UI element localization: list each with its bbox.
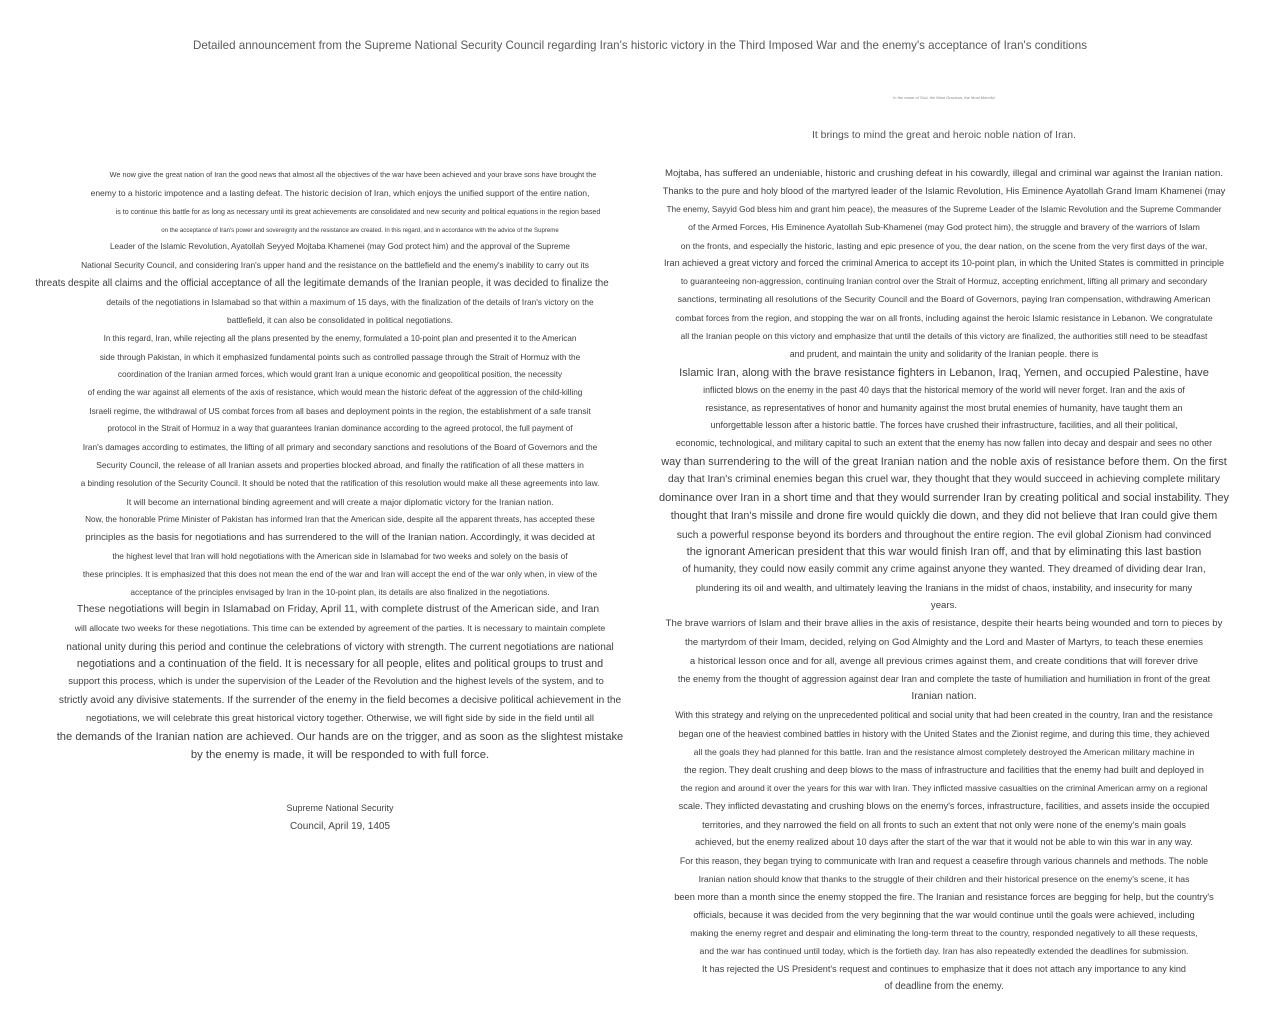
right-paragraph-line: the ignorant American president that this war would finish Iran off, and that by eliminating this last bastion <box>686 546 1202 558</box>
right-paragraph-line: inflicted blows on the enemy in the past 40 days that the historical memory of the world will never forget. Iran and the axis of <box>703 385 1185 395</box>
left-paragraph-line: battlefield, it can also be consolidated in political negotiations. <box>226 315 453 325</box>
left-paragraph-line: details of the negotiations in Islamabad so that within a maximum of 15 days, with the finalization of the details of Iran's victory on the <box>106 297 594 307</box>
left-paragraph-line: These negotiations will begin in Islamabad on Friday, April 11, with complete distrust of the American side, and Iran <box>76 604 600 615</box>
right-paragraph-line: territories, and they narrowed the field on all fronts to such an extent that not only were none of the enemy's main goals <box>702 820 1186 830</box>
right-paragraph-line: day that Iran's criminal enemies began this cruel war, they thought that they would succeed in achieving complete military <box>668 474 1220 485</box>
left-paragraph-line: the highest level that Iran will hold negotiations with the American side in Islamabad for two weeks and solely on the basis of <box>112 551 568 561</box>
right-paragraph-line: scale. They inflicted devastating and crushing blows on the enemy's forces, infrastructure, facilities, and assets inside the occupied <box>678 801 1210 811</box>
right-paragraph-line: unforgettable lesson after a historic battle. The forces have crushed their infrastructure, facilities, and all their political, <box>710 420 1178 430</box>
left-paragraph-line: In this regard, Iran, while rejecting all the plans presented by the enemy, formulated a 10-point plan and presented it to the American <box>103 334 577 343</box>
left-paragraph-line: national unity during this period and continue the celebrations of victory with strength. The current negotiations are national <box>66 642 614 653</box>
left-paragraph-line: support this process, which is under the supervision of the Leader of the Revolution and the highest levels of the system, and to <box>68 676 604 687</box>
right-paragraph-line: a historical lesson once and for all, avenge all previous crimes against them, and create conditions that will forever drive <box>689 656 1199 667</box>
left-paragraph-line: Security Council, the release of all Iranian assets and properties blocked abroad, and finally the ratification of all these matters in <box>96 460 584 470</box>
right-paragraph-line: sanctions, terminating all resolutions of the Security Council and the Board of Governors, paying Iran compensation, withdrawing American <box>677 294 1211 304</box>
left-paragraph-line: strictly avoid any divisive statements. If the surrender of the enemy in the field becomes a decisive political achievement in the <box>58 695 622 706</box>
left-paragraph-line: negotiations, we will celebrate this great historical victory together. Otherwise, we will fight side by side in the field until all <box>86 713 594 724</box>
right-paragraph-line: of deadline from the enemy. <box>884 981 1004 992</box>
right-paragraph-line: Thanks to the pure and holy blood of the martyred leader of the Islamic Revolution, His Eminence Ayatollah Grand Imam Khamenei (may <box>662 186 1226 196</box>
right-paragraph-line: on the fronts, and especially the historic, lasting and epic presence of you, the dear nation, on the scene from the very first days of the war, <box>680 241 1208 251</box>
right-paragraph-line: such a powerful response beyond its borders and throughout the entire region. The evil global Zionism had convinced <box>676 530 1212 541</box>
signature-line-2: Council, April 19, 1405 <box>289 821 391 832</box>
left-paragraph-line: of ending the war against all elements of the axis of resistance, which would mean the historic defeat of the aggression of the child-killing <box>87 388 583 397</box>
right-paragraph-line: of the Armed Forces, His Eminence Ayatollah Sub-Khamenei (may God protect him), the struggle and bravery of the warriors of Islam <box>688 222 1200 232</box>
left-paragraph-line: principles as the basis for negotiations and has surrendered to the will of the Iranian nation. Accordingly, it was decided at <box>85 532 595 543</box>
left-paragraph-line: It will become an international binding agreement and will create a major diplomatic victory for the Iranian nation. <box>126 497 554 507</box>
right-paragraph-line: the martyrdom of their Imam, decided, relying on God Almighty and the Lord and Master of Martyrs, to teach these enemies <box>684 637 1203 648</box>
right-paragraph-line: and the war has continued until today, which is the fortieth day. Iran has also repeatedly extended the deadlines for submission. <box>699 946 1189 956</box>
right-paragraph-line: Iranian nation should know that thanks to the struggle of their children and their historical presence on the enemy's scene, it has <box>698 874 1190 884</box>
right-header-tiny-line: In the name of God, the Most Gracious, the Most Merciful <box>893 95 995 100</box>
left-paragraph-line: Israeli regime, the withdrawal of US combat forces from all bases and deployment points in the region, the establishment of a safe transit <box>89 406 591 416</box>
left-paragraph-line: protocol in the Strait of Hormuz in a way that guarantees Iranian dominance according to the agreed protocol, the full payment of <box>107 424 573 433</box>
right-paragraph-line: thought that Iran's missile and drone fire would quickly die down, and they did not believe that Iran could give them <box>670 510 1218 522</box>
right-paragraph-line: of humanity, they could now easily commit any crime against anyone they wanted. They dreamed of dividing dear Iran, <box>682 564 1206 575</box>
left-paragraph-line: is to continue this battle for as long as necessary until its great achievements are consolidated and new security and political equations in the region based <box>115 208 601 216</box>
left-paragraph-line: side through Pakistan, in which it emphasized fundamental points such as controlled passage through the Strait of Hormuz with the <box>99 352 581 362</box>
left-paragraph-line: these principles. It is emphasized that this does not mean the end of the war and Iran will accept the end of the war only when, in view of the <box>82 569 598 579</box>
left-paragraph-line: Now, the honorable Prime Minister of Pakistan has informed Iran that the American side, despite all the apparent threats, has accepted these <box>85 515 595 524</box>
right-paragraph-line: the region. They dealt crushing and deep blows to the mass of infrastructure and facilities that the enemy had built and deployed in <box>684 765 1204 775</box>
right-paragraph-line: For this reason, they began trying to communicate with Iran and request a ceasefire through various channels and methods. The noble <box>679 856 1209 866</box>
right-paragraph-line: way than surrendering to the will of the great Iranian nation and the noble axis of resistance before them. On the first <box>661 456 1227 468</box>
left-paragraph-line: We now give the great nation of Iran the good news that almost all the objectives of the war have been achieved and your brave sons have brought the <box>109 170 597 179</box>
right-paragraph-line: It has rejected the US President's request and continues to emphasize that it does not attach any importance to any kind <box>702 964 1186 974</box>
left-paragraph-line: threats despite all claims and the official acceptance of all the legitimate demands of the Iranian people, it was decided to finalize the <box>35 278 609 289</box>
right-paragraph-line: to guaranteeing non-aggression, continuing Iranian control over the Strait of Hormuz, accepting enrichment, lifting all primary and secondary <box>680 276 1208 286</box>
right-paragraph-line: Mojtaba, has suffered an undeniable, historic and crushing defeat in his cowardly, illegal and criminal war against the Iranian nation. <box>664 168 1223 179</box>
left-paragraph-line: negotiations and a continuation of the field. It is necessary for all people, elites and political groups to trust and <box>76 658 604 670</box>
right-paragraph-line: Iran achieved a great victory and forced the criminal America to accept its 10-point plan, in which the United States is committed in principle <box>663 258 1225 268</box>
right-paragraph-line: The enemy, Sayyid God bless him and grant him peace), the measures of the Supreme Leader of the Islamic Revolution and the Supreme Commander <box>666 204 1222 214</box>
right-paragraph-line: and prudent, and maintain the unity and solidarity of the Iranian people. there is <box>789 349 1099 359</box>
left-paragraph-line: enemy to a historic impotence and a lasting defeat. The historic decision of Iran, which enjoys the unified support of the entire nation, <box>90 188 590 198</box>
right-paragraph-line: making the enemy regret and despair and eliminating the long-term threat to the country, responded negatively to all these requests, <box>690 928 1198 938</box>
left-paragraph-line: on the acceptance of Iran's power and sovereignty and the resistance are created. In this regard, and in accordance with the advice of the Supreme <box>161 227 559 234</box>
page-title: Detailed announcement from the Supreme National Security Council regarding Iran's historic victory in the Third Imposed War and the enemy's acceptance of Iran's conditions <box>192 39 1087 52</box>
right-header-intro: It brings to mind the great and heroic noble nation of Iran. <box>812 130 1076 141</box>
left-paragraph-line: the demands of the Iranian nation are achieved. Our hands are on the trigger, and as soon as the slightest mistake <box>56 731 624 743</box>
right-paragraph-line: The brave warriors of Islam and their brave allies in the axis of resistance, despite their hearts being wounded and torn to pieces by <box>665 618 1223 629</box>
right-paragraph-line: all the goals they had planned for this battle. Iran and the resistance almost completely destroyed the American military machine in <box>693 747 1195 757</box>
signature-line-1: Supreme National Security <box>286 803 394 813</box>
right-paragraph-line: combat forces from the region, and stopping the war on all fronts, including against the heroic Islamic resistance in Lebanon. We congratulate <box>675 313 1213 323</box>
right-paragraph-line: resistance, as representatives of honor and humanity against the most brutal enemies of humanity, have taught them an <box>705 403 1183 413</box>
right-paragraph-line: began one of the heaviest combined battles in history with the United States and the Zionist regime, and during this time, they achieved <box>678 729 1210 739</box>
left-paragraph-line: will allocate two weeks for these negotiations. This time can be extended by agreement of the parties. It is necessary to maintain complete <box>74 623 606 633</box>
right-paragraph-line: With this strategy and relying on the unprecedented political and social unity that had been created in the country, Iran and the resistance <box>675 710 1213 720</box>
left-paragraph-line: by the enemy is made, it will be responded to with full force. <box>190 749 490 761</box>
right-paragraph-line: dominance over Iran in a short time and that they would surrender Iran by creating political and social instability. They <box>658 492 1230 504</box>
left-paragraph-line: a binding resolution of the Security Council. It should be noted that the ratification of this resolution would make all these agreements into law. <box>80 478 600 488</box>
right-paragraph-line: the enemy from the thought of aggression against dear Iran and complete the taste of humiliation and humiliation in front of the great <box>677 674 1211 684</box>
left-paragraph-line: acceptance of the principles envisaged by Iran in the 10-point plan, its details are also finalized in the negotiations. <box>130 587 550 597</box>
right-paragraph-line: been more than a month since the enemy stopped the fire. The Iranian and resistance forces are begging for help, but the country's <box>674 892 1214 902</box>
right-paragraph-line: economic, technological, and military capital to such an extent that the enemy has now fallen into decay and despair and sees no other <box>675 438 1213 448</box>
right-paragraph-line: Iranian nation. <box>911 691 977 702</box>
right-paragraph-line: the region and around it over the years for this war with Iran. They inflicted massive casualties on the criminal American army on a regional <box>680 783 1208 793</box>
left-paragraph-line: National Security Council, and considering Iran's upper hand and the resistance on the battlefield and the enemy's inability to carry out its <box>81 260 589 270</box>
left-paragraph-line: Iran's damages according to estimates, the lifting of all primary and secondary sanctions and resolutions of the Board of Governors and the <box>82 442 598 452</box>
left-paragraph-line: Leader of the Islamic Revolution, Ayatollah Seyyed Mojtaba Khamenei (may God protect him) and the approval of the Supreme <box>110 242 570 251</box>
right-paragraph-line: all the Iranian people on this victory and emphasize that until the details of this victory are finalized, the authorities still need to be steadfast <box>680 331 1208 341</box>
right-paragraph-line: achieved, but the enemy realized about 10 days after the start of the war that it would not be able to win this war in any way. <box>695 837 1193 847</box>
right-paragraph-line: plundering its oil and wealth, and ultimately leaving the Iranians in the midst of chaos, instability, and insecurity for many <box>695 582 1193 593</box>
right-paragraph-line: officials, because it was decided from the very beginning that the war would continue until the goals were achieved, including <box>693 910 1195 920</box>
left-paragraph-line: coordination of the Iranian armed forces, which would grant Iran a unique economic and geopolitical position, the necessity <box>117 370 563 379</box>
right-paragraph-line: years. <box>930 600 958 611</box>
right-paragraph-line: Islamic Iran, along with the brave resistance fighters in Lebanon, Iraq, Yemen, and occupied Palestine, have <box>679 367 1209 379</box>
